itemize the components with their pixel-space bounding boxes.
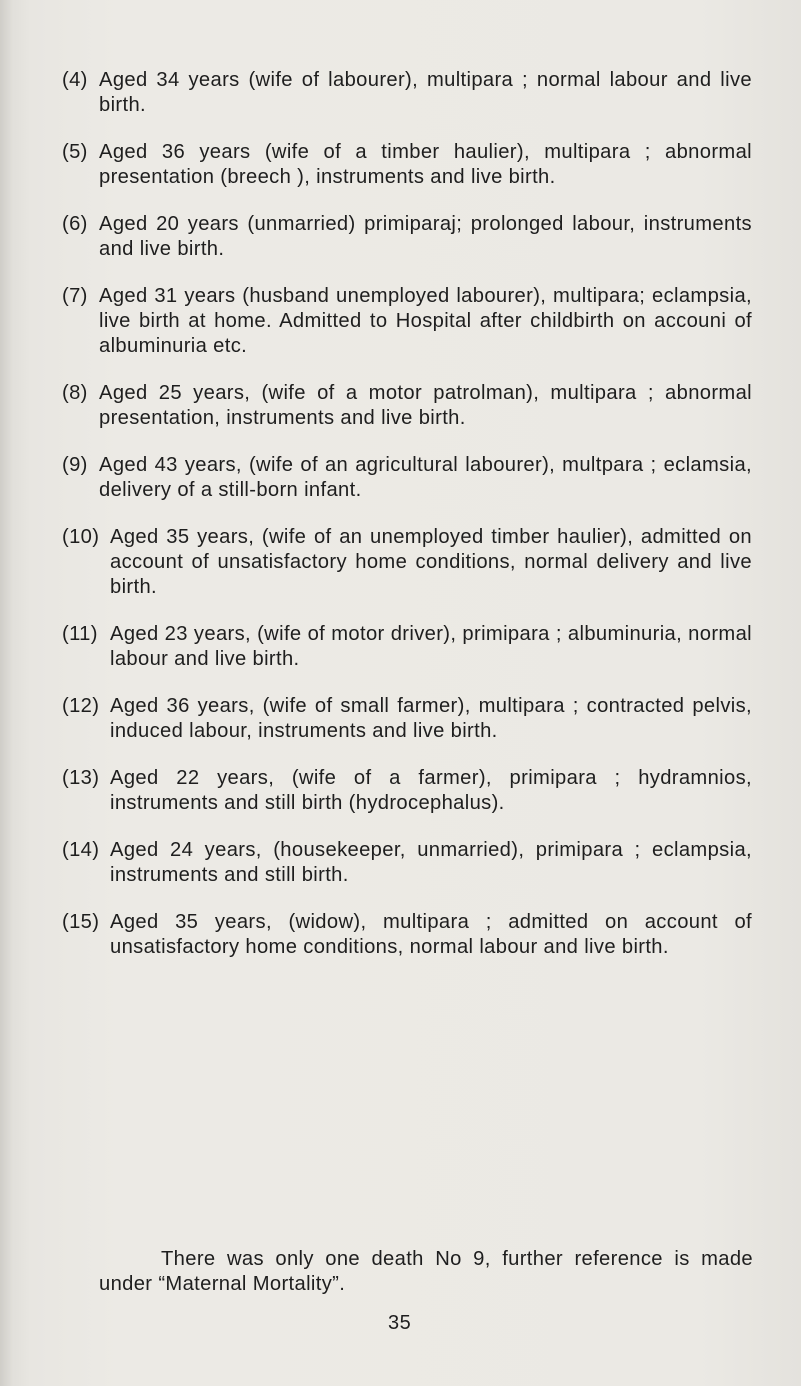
case-entry-9: [62, 453, 752, 503]
case-text: Aged 34 years (wife of labourer), multipara ; normal labour and live birth.: [99, 69, 752, 116]
case-number: (13): [62, 767, 100, 789]
case-text: Aged 24 years, (housekeeper, unmarried), primipara ; eclampsia, instruments and still birth.: [110, 839, 752, 886]
case-entry-5: [62, 140, 752, 190]
case-entry-14: [62, 838, 752, 888]
case-text: Aged 35 years, (wife of an unemployed timber haulier), admitted on account of unsatisfactory home conditions, normal delivery and live birth.: [110, 526, 752, 598]
case-number: (5): [62, 141, 88, 163]
page-binding-edge: [0, 0, 14, 1386]
case-list: [62, 68, 752, 982]
closing-text: There was only one death No 9, further reference is made under “Maternal Mortality”.: [99, 1248, 753, 1295]
case-number: (12): [62, 695, 100, 717]
case-text: Aged 23 years, (wife of motor driver), primipara ; albuminuria, normal labour and live birth.: [110, 623, 752, 670]
closing-paragraph: [99, 1247, 753, 1297]
case-text: Aged 20 years (unmarried) primiparaj; prolonged labour, instruments and live birth.: [99, 213, 752, 260]
case-number: (10): [62, 526, 100, 548]
case-number: (9): [62, 454, 88, 476]
case-entry-8: [62, 381, 752, 431]
case-text: Aged 31 years (husband unemployed labourer), multipara; eclampsia, live birth at home. Admitted to Hospital after childbirth on accouni of albuminuria etc.: [99, 285, 752, 357]
case-text: Aged 25 years, (wife of a motor patrolman), multipara ; abnormal presentation, instruments and live birth.: [99, 382, 752, 429]
case-text: Aged 35 years, (widow), multipara ; admitted on account of unsatisfactory home conditions, normal labour and live birth.: [110, 911, 752, 958]
case-entry-13: [62, 766, 752, 816]
case-text: Aged 43 years, (wife of an agricultural labourer), multpara ; eclamsia, delivery of a still-born infant.: [99, 454, 752, 501]
case-entry-4: [62, 68, 752, 118]
case-number: (6): [62, 213, 88, 235]
case-entry-11: [62, 622, 752, 672]
case-entry-15: [62, 910, 752, 960]
case-entry-12: [62, 694, 752, 744]
case-number: (14): [62, 839, 100, 861]
case-number: (4): [62, 69, 88, 91]
case-text: Aged 36 years (wife of a timber haulier), multipara ; abnormal presentation (breech ), instruments and live birth.: [99, 141, 752, 188]
page-number: 35: [388, 1312, 412, 1334]
case-entry-10: [62, 525, 752, 600]
case-entry-6: [62, 212, 752, 262]
case-text: Aged 22 years, (wife of a farmer), primipara ; hydramnios, instruments and still birth (hydrocephalus).: [110, 767, 752, 814]
case-number: (11): [62, 623, 98, 645]
case-number: (8): [62, 382, 88, 404]
case-number: (7): [62, 285, 88, 307]
case-number: (15): [62, 911, 100, 933]
case-text: Aged 36 years, (wife of small farmer), multipara ; contracted pelvis, induced labour, instruments and live birth.: [110, 695, 752, 742]
case-entry-7: [62, 284, 752, 359]
